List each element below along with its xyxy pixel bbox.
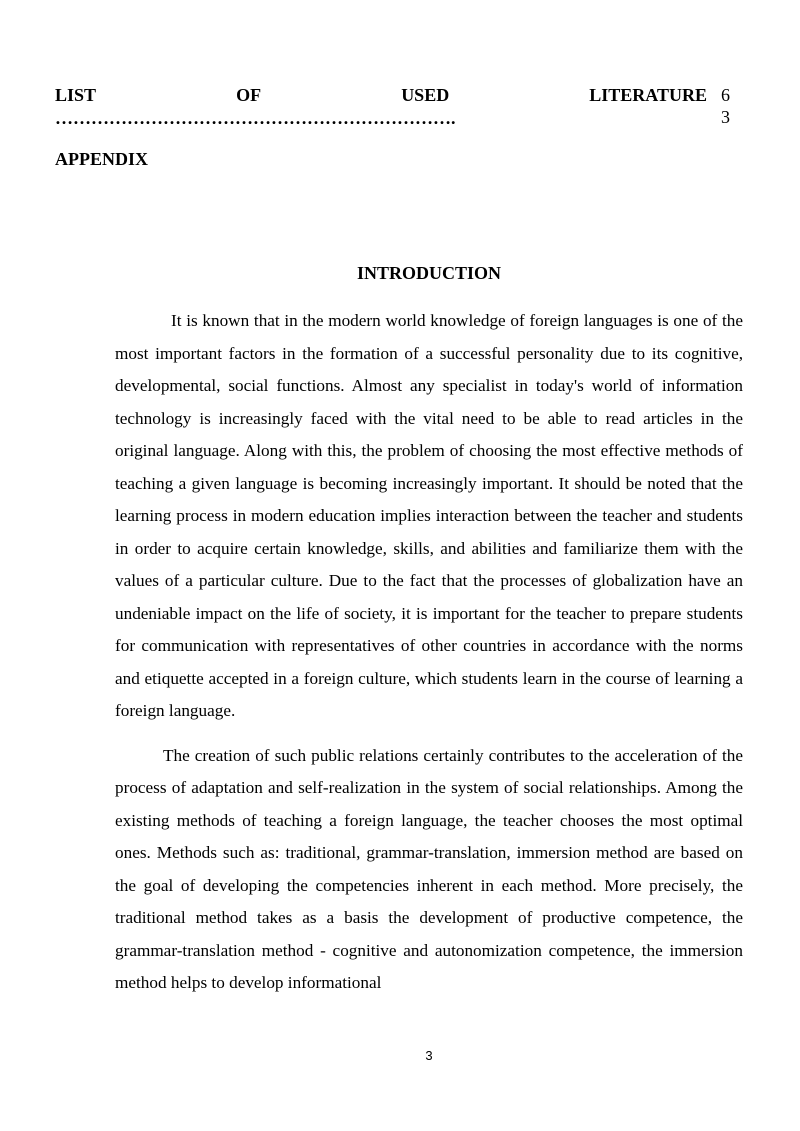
toc-leader-dots: …………………………………………………………. (55, 108, 455, 128)
toc-page-number: 63 (721, 85, 730, 127)
section-heading: INTRODUCTION (356, 263, 502, 283)
toc-entry-title (55, 84, 707, 107)
toc-word: OF (236, 85, 262, 105)
toc-entry-literature (55, 84, 707, 130)
paragraph: It is known that in the modern world knowledge of foreign languages is one of the most important factors in the formation of a successful personality due to its cognitive, developmental, social functions. Almost any specialist in today's world of information technology is increasingly faced with the vital need to be able to read articles in the original language. Along with this, the problem of choosing the most effective methods of teaching a given language is becoming increasingly important. It should be noted that the learning process in modern education implies interaction between the teacher and students in order to acquire certain knowledge, skills, and abilities and familiarize them with the values of a particular culture. Due to the fact that the processes of globalization have an undeniable impact on the life of society, it is important for the teacher to prepare students for communication with representatives of other countries in accordance with the norms and etiquette accepted in a foreign culture, which students learn in the course of learning a foreign language. (115, 311, 743, 720)
toc-entry-appendix: APPENDIX (55, 149, 148, 169)
introduction-body (115, 305, 743, 1000)
paragraph: The creation of such public relations certainly contributes to the acceleration of the process of adaptation and self-realization in the system of social relationships. Among the existing methods of teaching a foreign language, the teacher chooses the most optimal ones. Methods such as: traditional, grammar-translation, immersion method are based on the goal of developing the competencies inherent in each method. More precisely, the traditional method takes as a basis the development of productive competence, the grammar-translation method - cognitive and autonomization competence, the immersion method helps to develop informational (115, 745, 743, 992)
toc-word: LIST (55, 85, 97, 105)
toc-word: USED (401, 85, 450, 105)
page-number: 3 (425, 1048, 433, 1063)
toc-word: LITERATURE (589, 85, 707, 105)
